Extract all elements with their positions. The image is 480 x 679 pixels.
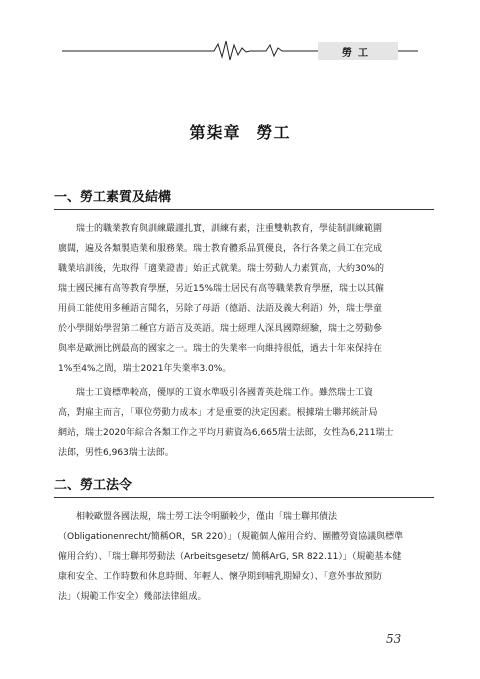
paragraph-line: 法郎，男性6,963瑞士法郎。: [58, 448, 174, 458]
paragraph-line: 瑞士工資標準較高，優厚的工資水準吸引各國菁英赴瑞工作。雖然瑞士工資: [76, 388, 374, 398]
chapter-name: 勞工: [256, 123, 291, 142]
paragraph-line: 網站，瑞士2020年綜合各類工作之平均月薪資為6,665瑞士法郎，女性為6,211瑞士: [58, 428, 394, 438]
paragraph-line: 廣闊，遍及各類製造業和服務業。瑞士教育體系品質優良，各行各業之員工在完成: [58, 244, 383, 254]
paragraph-line: 用員工能使用多種語言聞名，另除了母語（德語、法語及義大利語）外，瑞士學童: [58, 304, 383, 314]
paragraph-line: 僱用合約）、「瑞士聯邦勞動法（Arbeitsgesetz/ 簡稱ArG, SR 822.11）」（規範基本健: [58, 552, 402, 562]
section-heading-2: [54, 474, 434, 493]
paragraph-1: [58, 219, 430, 379]
paragraph-2: [58, 383, 430, 463]
header-pulse-line-icon: [0, 0, 480, 70]
paragraph-line: 職業培訓後，先取得「適業證書」始正式就業。瑞士勞動人力素質高，大約30%的: [58, 264, 385, 274]
paragraph-line: 康和安全、工作時數和休息時間、年輕人、懷孕期到哺乳期婦女）、「意外事故預防: [58, 572, 383, 582]
chapter-title: [0, 120, 480, 143]
paragraph-line: 1%至4%之間，瑞士2021年失業率3.0%。: [58, 364, 232, 374]
paragraph-line: 相較歐盟各國法規，瑞士勞工法令明顯較少，僅由「瑞士聯邦債法: [76, 512, 338, 522]
paragraph-line: 法」（規範工作安全）幾部法律組成。: [58, 592, 207, 602]
section-heading-text: 二、勞工法令: [54, 478, 133, 493]
paragraph-line: 瑞士的職業教育與訓練嚴謹扎實，訓練有素，注重雙軌教育，學徒制訓練範圍: [76, 224, 383, 234]
paragraph-line: 瑞士國民擁有高等教育學歷，另近15%瑞士居民有高等職業教育學歷，瑞士以其僱: [58, 284, 385, 294]
paragraph-line: 高，對雇主而言，「單位勞動力成本」才是重要的決定因素。根據瑞士聯邦統計局: [58, 408, 378, 418]
page-header: [0, 0, 480, 70]
chapter-tab-label: 勞工: [318, 42, 398, 60]
section-heading-text: 一、勞工素質及結構: [54, 190, 172, 205]
paragraph-line: 於小學開始學習第二種官方語言及英語。瑞士經理人深具國際經驗，瑞士之勞動參: [58, 324, 383, 334]
paragraph-3: [58, 507, 430, 607]
page-number: 53: [386, 632, 402, 646]
paragraph-line: （Obligationenrecht/簡稱OR，SR 220）」（規範個人僱用合約、團體勞資協議與標準: [58, 532, 404, 542]
chapter-number: 第柒章: [189, 123, 241, 142]
section-rule: [54, 209, 434, 210]
paragraph-line: 與率是歐洲比例最高的國家之一。瑞士的失業率一向維持很低，過去十年來保持在: [58, 344, 383, 354]
section-rule: [54, 497, 434, 498]
section-heading-1: [54, 186, 434, 205]
